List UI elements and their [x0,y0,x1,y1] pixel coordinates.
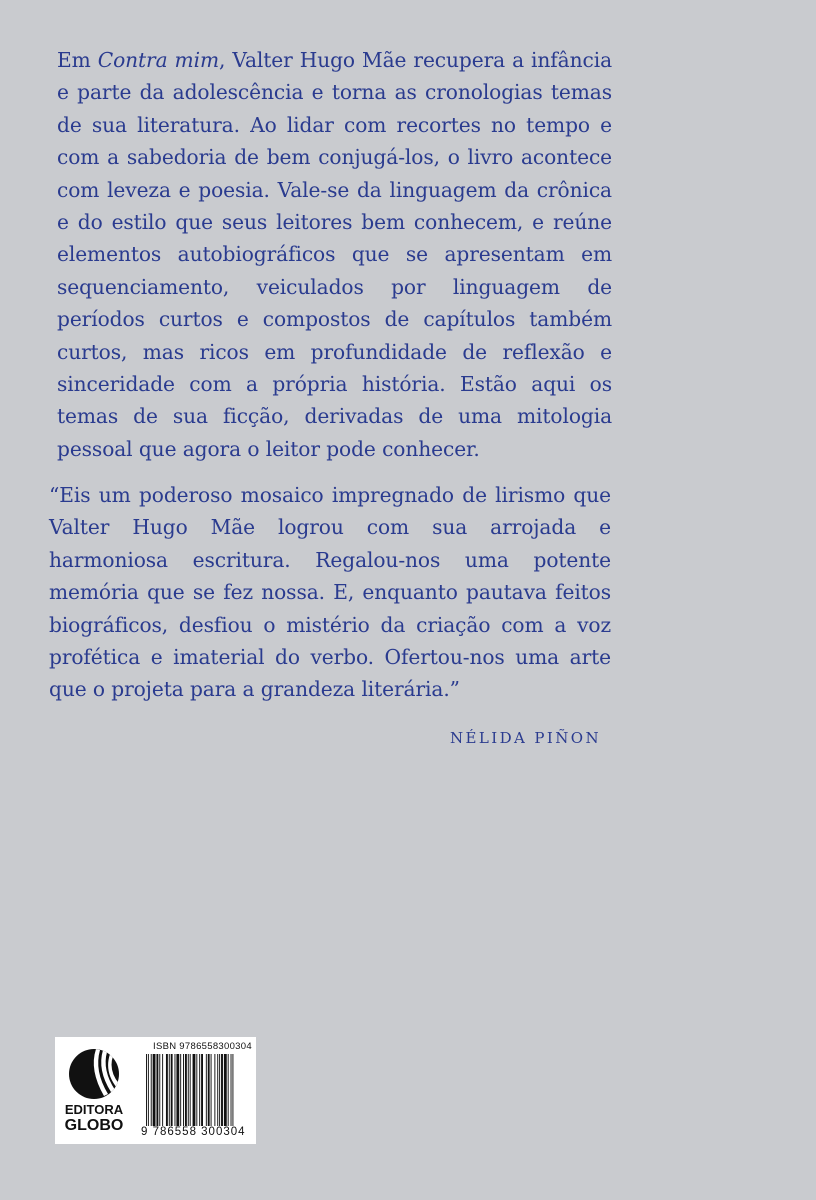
barcode [145,1054,251,1126]
logo-line1: EDITORA [64,1102,124,1117]
barcode-bar [180,1054,181,1126]
barcode-bar [176,1054,179,1126]
barcode-bar [196,1054,197,1126]
description-intro: Em [57,48,98,72]
book-description [57,44,612,465]
barcode-bar [199,1054,200,1126]
barcode-bar [193,1054,196,1126]
barcode-bar [219,1054,220,1126]
logo-line2: GLOBO [64,1117,124,1134]
barcode-bar [159,1054,160,1126]
barcode-bar [224,1054,227,1126]
barcode-bar [231,1054,232,1126]
barcode-bar [146,1054,147,1126]
barcode-bar [214,1054,215,1126]
barcode-bar [211,1054,212,1126]
barcode-bar [217,1054,218,1126]
barcode-bar [153,1054,156,1126]
barcode-bar [232,1054,233,1126]
barcode-bar [206,1054,207,1126]
barcode-bar [169,1054,170,1126]
barcode-bar [166,1054,168,1126]
barcode-bar [190,1054,191,1126]
review-quote: “Eis um poderoso mosaico impregnado de lirismo que Valter Hugo Mãe logrou com sua arrojada e harmoniosa escritura. Regalou-nos uma potente memória que se fez nossa. E, enquanto pautava feitos biográficos, desfiou o mistério da criação com a voz profética e imaterial do verbo. Ofertou-nos uma arte que o projeta para a grandeza literária.” [49,483,611,702]
barcode-bar [221,1054,223,1126]
isbn-label: ISBN 9786558300304 [153,1041,252,1052]
editora-globo-logo [63,1046,125,1136]
barcode-bar [171,1054,173,1126]
book-title: Contra mim [97,48,219,72]
barcode-bar [208,1054,210,1126]
barcode-bar [162,1054,163,1126]
barcode-bar [201,1054,203,1126]
barcode-bar [228,1054,229,1126]
barcode-bar [151,1054,152,1126]
description-text: , Valter Hugo Mãe recupera a infância e parte da adolescência e torna as cronologias temas de sua literatura. Ao lidar com recortes no tempo e com a sabedoria de bem conjugá-los, o livro acontece com leveza e poesia. Vale-se da linguagem da crônica e do estilo que seus leitores bem conhecem, e reúne elementos autobiográficos que se apresentam em sequenciamento, veiculados por linguagem de períodos curtos e compostos de capítulos também curtos, mas ricos em profundidade de reflexão e sinceridade com a própria história. Estão aqui os temas de sua ficção, derivadas de uma mitologia pessoal que agora o leitor pode conhecer. [57,48,613,461]
barcode-bar [175,1054,176,1126]
barcode-bar [156,1054,158,1126]
barcode-bar [185,1054,187,1126]
quote-author: NÉLIDA PIÑON [450,729,601,747]
isbn-digits: 9 786558 300304 [141,1126,246,1138]
barcode-panel [55,1037,256,1144]
barcode-bar [188,1054,189,1126]
barcode-bar [148,1054,149,1126]
barcode-bar [183,1054,184,1126]
